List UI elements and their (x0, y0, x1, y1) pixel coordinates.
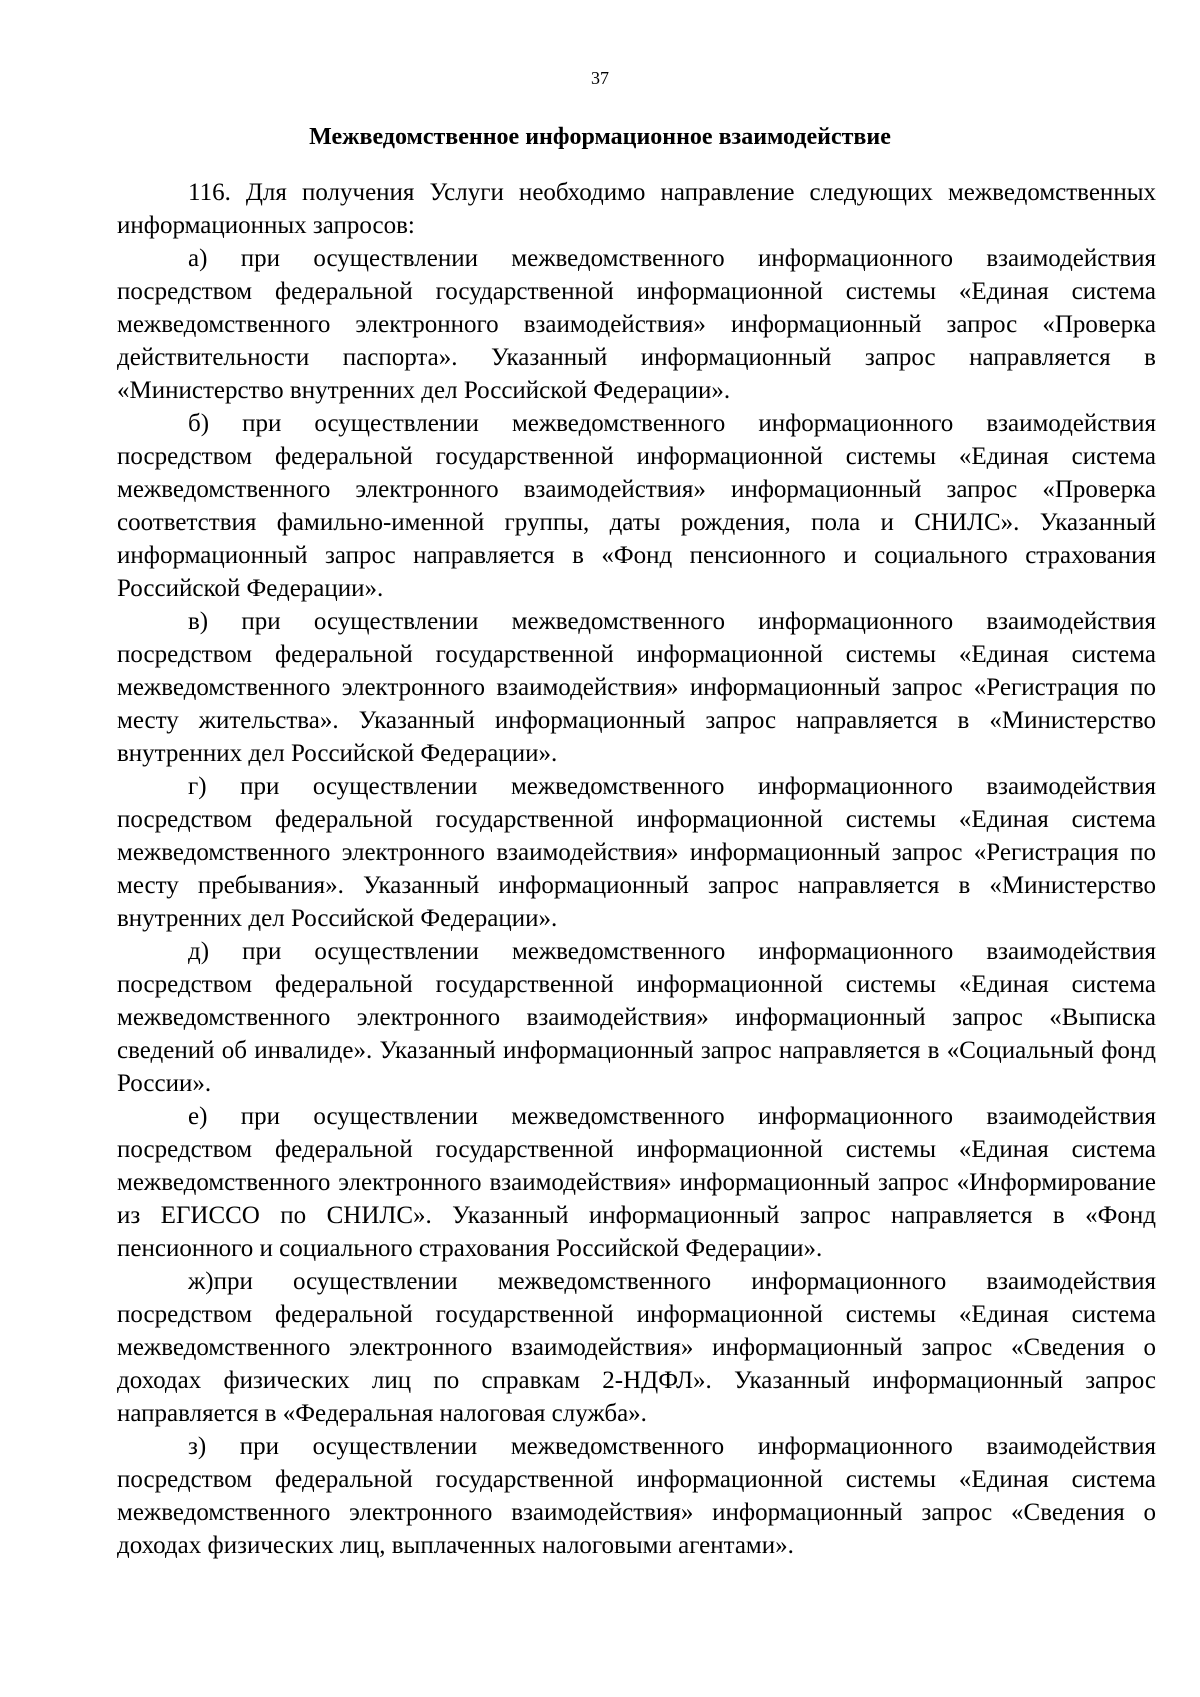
paragraph-item-v: в) при осуществлении межведомственного информационного взаимодействия посредством федеральной государственной информационной системы «Единая система межведомственного электронного взаимодействия» информационный запрос «Регистрация по месту жительства». Указанный информационный запрос направляется в «Министерство внутренних дел Российской Федерации». (117, 608, 1156, 767)
paragraph-item-e: е) при осуществлении межведомственного информационного взаимодействия посредством федеральной государственной информационной системы «Единая система межведомственного электронного взаимодействия» информационный запрос «Информирование из ЕГИССО по СНИЛС». Указанный информационный запрос направляется в «Фонд пенсионного и социального страхования Российской Федерации». (117, 1103, 1156, 1262)
page-number: 37 (591, 68, 609, 88)
paragraph-item-d: д) при осуществлении межведомственного информационного взаимодействия посредством федеральной государственной информационной системы «Единая система межведомственного электронного взаимодействия» информационный запрос «Выписка сведений об инвалиде». Указанный информационный запрос направляется в «Социальный фонд России». (117, 938, 1156, 1097)
paragraph-116-intro: 116. Для получения Услуги необходимо направление следующих межведомственных информационных запросов: (117, 179, 1156, 239)
document-body (117, 176, 1156, 1562)
paragraph-item-g: г) при осуществлении межведомственного информационного взаимодействия посредством федеральной государственной информационной системы «Единая система межведомственного электронного взаимодействия» информационный запрос «Регистрация по месту пребывания». Указанный информационный запрос направляется в «Министерство внутренних дел Российской Федерации». (117, 773, 1156, 932)
paragraph-item-a: а) при осуществлении межведомственного информационного взаимодействия посредством федеральной государственной информационной системы «Единая система межведомственного электронного взаимодействия» информационный запрос «Проверка действительности паспорта». Указанный информационный запрос направляется в «Министерство внутренних дел Российской Федерации». (117, 245, 1156, 404)
paragraph-item-zh: ж)при осуществлении межведомственного информационного взаимодействия посредством федеральной государственной информационной системы «Единая система межведомственного электронного взаимодействия» информационный запрос «Сведения о доходах физических лиц по справкам 2-НДФЛ». Указанный информационный запрос направляется в «Федеральная налоговая служба». (117, 1268, 1156, 1427)
paragraph-item-b: б) при осуществлении межведомственного информационного взаимодействия посредством федеральной государственной информационной системы «Единая система межведомственного электронного взаимодействия» информационный запрос «Проверка соответствия фамильно-именной группы, даты рождения, пола и СНИЛС». Указанный информационный запрос направляется в «Фонд пенсионного и социального страхования Российской Федерации». (117, 410, 1156, 602)
section-title: Межведомственное информационное взаимодействие (309, 124, 891, 150)
paragraph-item-z: з) при осуществлении межведомственного информационного взаимодействия посредством федеральной государственной информационной системы «Единая система межведомственного электронного взаимодействия» информационный запрос «Сведения о доходах физических лиц, выплаченных налоговыми агентами». (117, 1433, 1156, 1559)
